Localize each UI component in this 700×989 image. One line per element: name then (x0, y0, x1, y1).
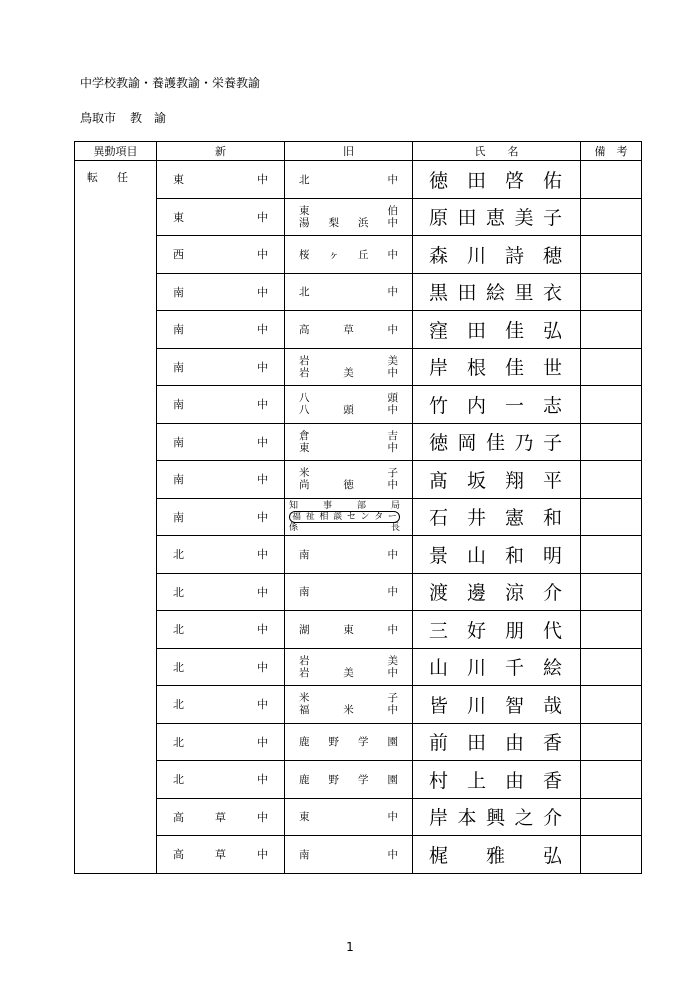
new-school: 南 中 (173, 398, 268, 412)
teacher-name: 山 川 千 絵 (429, 657, 562, 680)
new-school-cell (157, 648, 285, 686)
new-school-cell (157, 573, 285, 611)
teacher-name: 三 好 朋 代 (429, 619, 562, 642)
teacher-name-cell (413, 386, 581, 424)
old-school-cell (285, 348, 413, 386)
page-number: 1 (346, 940, 354, 954)
new-school: 南 中 (173, 285, 268, 299)
remarks-cell (581, 686, 642, 724)
old-school: 北 中 (299, 173, 398, 186)
new-school-cell (157, 311, 285, 349)
teacher-name: 梶 雅 弘 (429, 844, 562, 867)
teacher-name-cell (413, 723, 581, 761)
table-row (75, 611, 642, 649)
new-school-cell (157, 836, 285, 874)
old-school (285, 355, 412, 379)
teacher-name-cell (413, 461, 581, 499)
new-school: 北 中 (173, 623, 268, 637)
old-school-line: 岩 美 中 (299, 666, 398, 679)
teacher-name: 渡 邊 涼 介 (429, 582, 562, 605)
table-row (75, 236, 642, 274)
new-school: 北 中 (173, 735, 268, 749)
remarks-cell (581, 461, 642, 499)
old-school-cell (285, 836, 413, 874)
table-row (75, 573, 642, 611)
remarks-cell (581, 236, 642, 274)
old-school-line: 倉 吉 (299, 429, 398, 442)
teacher-name-cell (413, 836, 581, 874)
new-school: 南 中 (173, 510, 268, 524)
category-label: 転 任 (87, 171, 128, 184)
old-school-line: 東 中 (299, 441, 398, 454)
column-header-old: 旧 (285, 142, 413, 161)
old-school: 東 中 (299, 811, 398, 824)
table-row (75, 498, 642, 536)
old-school-cell (285, 273, 413, 311)
old-school-line: 米 子 (299, 467, 398, 480)
teacher-name-cell (413, 423, 581, 461)
old-school: 鹿 野 学 園 (299, 773, 398, 786)
new-school-cell (157, 536, 285, 574)
teacher-name-cell (413, 761, 581, 799)
new-school: 東 中 (173, 210, 268, 224)
document-subheading (80, 109, 166, 126)
table-row (75, 311, 642, 349)
teacher-name-cell (413, 648, 581, 686)
teacher-name: 窪 田 佳 弘 (429, 319, 562, 342)
column-header-name: 氏 名 (413, 142, 581, 161)
old-school-cell (285, 761, 413, 799)
remarks-cell (581, 761, 642, 799)
table-header-row (75, 142, 642, 161)
new-school-cell (157, 236, 285, 274)
old-school: 湖 東 中 (299, 623, 398, 636)
teacher-name: 前 田 由 香 (429, 732, 562, 755)
new-school: 東 中 (173, 173, 268, 187)
table-row (75, 423, 642, 461)
document-heading: 中学校教諭・養護教諭・栄養教諭 (80, 76, 261, 90)
new-school: 高 草 中 (173, 848, 268, 862)
old-school (285, 392, 412, 416)
remarks-cell (581, 386, 642, 424)
new-school-cell (157, 461, 285, 499)
column-header-category: 異動項目 (75, 142, 157, 161)
old-school-line: 福 祉 相 談 セ ン タ ー (289, 511, 400, 523)
remarks-cell (581, 311, 642, 349)
teacher-name: 岸 根 佳 世 (429, 357, 562, 380)
old-school-cell (285, 198, 413, 236)
column-header-new: 新 (157, 142, 285, 161)
transfer-table (74, 141, 642, 874)
teacher-name-cell (413, 236, 581, 274)
new-school-cell (157, 348, 285, 386)
new-school-cell (157, 273, 285, 311)
old-school-cell (285, 498, 413, 536)
teacher-name: 髙 坂 翔 平 (429, 469, 562, 492)
new-school: 南 中 (173, 473, 268, 487)
new-school: 北 中 (173, 773, 268, 787)
new-school-cell (157, 161, 285, 199)
remarks-cell (581, 836, 642, 874)
old-school-cell (285, 386, 413, 424)
role-label: 教 諭 (130, 111, 167, 125)
new-school-cell (157, 423, 285, 461)
teacher-name-cell (413, 311, 581, 349)
new-school: 北 中 (173, 585, 268, 599)
old-school: 南 中 (299, 848, 398, 861)
remarks-cell (581, 348, 642, 386)
old-school-line: 知 事 部 局 (289, 500, 400, 511)
table-row (75, 723, 642, 761)
old-school-cell (285, 161, 413, 199)
old-school: 高 草 中 (299, 323, 398, 336)
teacher-name-cell (413, 161, 581, 199)
teacher-name-cell (413, 198, 581, 236)
old-school: 南 中 (299, 586, 398, 599)
old-school-line: 福 米 中 (299, 704, 398, 717)
old-school-cell (285, 423, 413, 461)
teacher-name: 黒 田 絵 里 衣 (429, 282, 562, 305)
table-row (75, 461, 642, 499)
old-school (285, 205, 412, 229)
new-school-cell (157, 686, 285, 724)
old-school-cell (285, 798, 413, 836)
new-school-cell (157, 198, 285, 236)
table-row (75, 348, 642, 386)
table-row (75, 686, 642, 724)
old-school-line: 係 長 (289, 522, 400, 533)
new-school-cell (157, 723, 285, 761)
teacher-name: 岸 本 興 之 介 (429, 807, 562, 830)
column-header-remarks: 備 考 (581, 142, 642, 161)
new-school: 北 中 (173, 698, 268, 712)
new-school: 西 中 (173, 248, 268, 262)
new-school: 高 草 中 (173, 810, 268, 824)
teacher-name: 石 井 憲 和 (429, 507, 562, 530)
old-school-line: 尚 徳 中 (299, 479, 398, 492)
new-school-cell (157, 386, 285, 424)
old-school: 鹿 野 学 園 (299, 736, 398, 749)
old-school-cell (285, 648, 413, 686)
old-school (285, 467, 412, 491)
remarks-cell (581, 273, 642, 311)
old-school: 南 中 (299, 548, 398, 561)
old-school-cell (285, 536, 413, 574)
remarks-cell (581, 573, 642, 611)
old-school: 北 中 (299, 286, 398, 299)
remarks-cell (581, 723, 642, 761)
remarks-cell (581, 498, 642, 536)
teacher-name-cell (413, 573, 581, 611)
table-row (75, 798, 642, 836)
teacher-name-cell (413, 348, 581, 386)
old-school-line: 八 頭 (299, 392, 398, 405)
new-school-cell (157, 611, 285, 649)
old-school (285, 692, 412, 716)
table-row (75, 198, 642, 236)
old-school-cell (285, 573, 413, 611)
remarks-cell (581, 536, 642, 574)
remarks-cell (581, 648, 642, 686)
teacher-name-cell (413, 536, 581, 574)
teacher-name: 竹 内 一 志 (429, 394, 562, 417)
remarks-cell (581, 161, 642, 199)
table-row (75, 761, 642, 799)
remarks-cell (581, 798, 642, 836)
teacher-name: 村 上 由 香 (429, 769, 562, 792)
old-school (285, 501, 412, 533)
old-school: 桜 ヶ 丘 中 (299, 248, 398, 261)
teacher-name: 皆 川 智 哉 (429, 694, 562, 717)
old-school-cell (285, 461, 413, 499)
teacher-name-cell (413, 498, 581, 536)
table-row (75, 273, 642, 311)
old-school-cell (285, 723, 413, 761)
teacher-name-cell (413, 611, 581, 649)
table-row (75, 648, 642, 686)
teacher-name: 原 田 恵 美 子 (429, 207, 562, 230)
old-school-cell (285, 611, 413, 649)
new-school-cell (157, 498, 285, 536)
old-school-cell (285, 686, 413, 724)
new-school: 南 中 (173, 435, 268, 449)
old-school-cell (285, 236, 413, 274)
teacher-name-cell (413, 273, 581, 311)
remarks-cell (581, 423, 642, 461)
table-row (75, 836, 642, 874)
teacher-name: 徳 田 啓 佑 (429, 169, 562, 192)
old-school-line: 岩 美 (299, 354, 398, 367)
old-school-line: 湯 梨 浜 中 (299, 216, 398, 229)
category-cell (75, 161, 157, 874)
table-row (75, 161, 642, 199)
old-school (285, 655, 412, 679)
old-school-line: 八 頭 中 (299, 404, 398, 417)
old-school-line: 米 子 (299, 692, 398, 705)
teacher-name: 景 山 和 明 (429, 544, 562, 567)
new-school: 北 中 (173, 660, 268, 674)
teacher-name: 森 川 詩 穂 (429, 244, 562, 267)
old-school-line: 東 伯 (299, 204, 398, 217)
old-school-line: 岩 美 (299, 654, 398, 667)
teacher-name: 徳 岡 佳 乃 子 (429, 432, 562, 455)
table-row (75, 536, 642, 574)
city-label: 鳥取市 (80, 111, 117, 125)
new-school-cell (157, 761, 285, 799)
old-school-cell (285, 311, 413, 349)
teacher-name-cell (413, 798, 581, 836)
table-row (75, 386, 642, 424)
new-school-cell (157, 798, 285, 836)
remarks-cell (581, 198, 642, 236)
new-school: 南 中 (173, 360, 268, 374)
teacher-name-cell (413, 686, 581, 724)
remarks-cell (581, 611, 642, 649)
old-school (285, 430, 412, 454)
new-school: 北 中 (173, 548, 268, 562)
old-school-line: 岩 美 中 (299, 366, 398, 379)
new-school: 南 中 (173, 323, 268, 337)
